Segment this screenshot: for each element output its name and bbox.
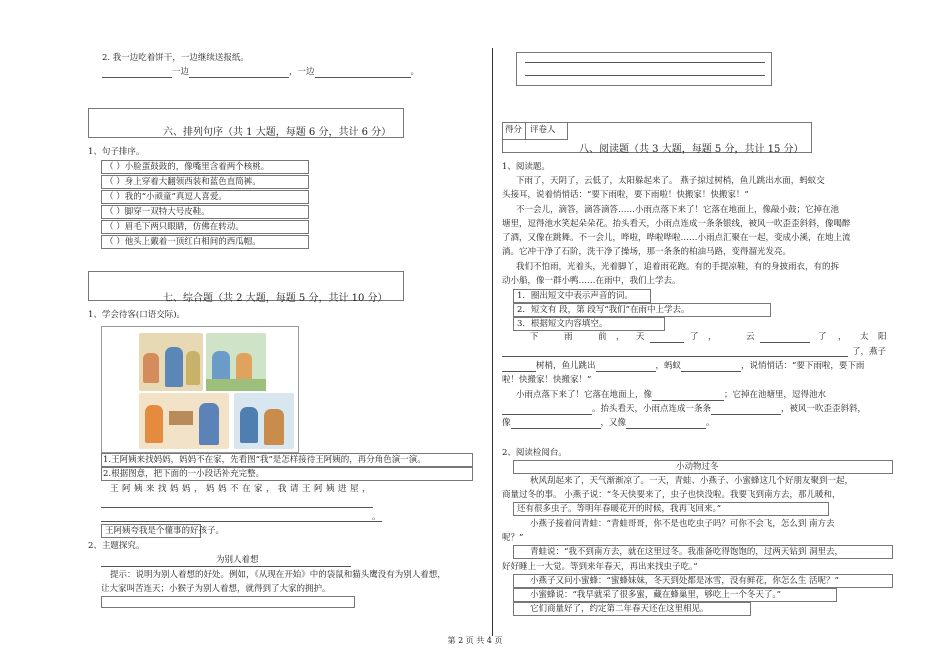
answer-blank[interactable] xyxy=(760,342,810,343)
answer-blank[interactable] xyxy=(502,362,536,372)
answer-blank[interactable] xyxy=(189,68,289,78)
paragraph-end: 。 xyxy=(372,512,381,522)
task-3: 3．根据短文内容填空。 xyxy=(513,317,665,331)
answer-blank[interactable] xyxy=(626,419,706,429)
story-row: 它们商量好了，约定第二年春天还在这里相见。 xyxy=(513,602,751,616)
section-7-question-2: 2、主题探究。 xyxy=(88,541,145,551)
answer-blank[interactable] xyxy=(511,419,601,429)
scene-2-image xyxy=(206,333,266,391)
passage-line: 动小船，像一群小鸭……在雨中，我们上学去。 xyxy=(502,276,681,286)
fill-row-2: 树梢，鱼儿跳出 ，蚂蚁 ，说悄悄话：“要下雨啦，要下雨 xyxy=(502,361,864,372)
story-line: 好好睡上一大觉。等到来年春天，再出来找虫子吃。” xyxy=(502,562,698,572)
section-6-header xyxy=(88,108,404,138)
task-2: 2．短文有 段，第 段写“我们”在雨中上学去。 xyxy=(513,303,771,317)
previous-answer-box[interactable] xyxy=(516,52,772,86)
ordering-list xyxy=(101,160,309,249)
story-title-row xyxy=(513,460,893,474)
divider-line xyxy=(525,62,765,63)
answer-blank[interactable] xyxy=(315,68,411,78)
question-2-fill: 一边 ，一边 。 xyxy=(102,67,419,78)
fill-row-6: 像 ，又像 。 xyxy=(502,418,715,428)
fill-row-4: 小雨点落下来了！它落在地面上，像 ；它掉在池塘里，逗得池水 xyxy=(516,390,827,400)
answer-blank[interactable] xyxy=(652,391,724,401)
ordering-item[interactable]: （ ）小脸蛋鼓鼓的，像嘴里含着两个核桃。 xyxy=(101,160,309,174)
answer-blank[interactable] xyxy=(681,362,741,372)
praise-line: 王阿姨夸我是个懂事的好孩子。 xyxy=(101,524,201,538)
story-row: 还有很多虫子。等明年春暖花开的时候，我再飞回来。” xyxy=(513,502,829,516)
question-2-line: 2. 我一边吃着饼干，一边继续送报纸。 xyxy=(102,53,249,63)
scene-4-image xyxy=(234,393,294,449)
story-row: 小蜜蜂说：“我早就采了很多蜜，藏在蜂巢里，够吃上一个冬天了。” xyxy=(513,588,837,602)
section-7-header xyxy=(88,271,404,304)
divider-line xyxy=(525,75,765,76)
topic-title: 为别人着想 xyxy=(216,555,259,565)
fill-row-1: 下 雨 前 ， 天 了 ， 云 了 ， 太 阳 xyxy=(530,332,887,342)
passage-line: 了酒，又像在跳舞。不一会儿，哗啦，哗啦哗啦……小雨点汇聚在一起，变成小溪，在地上流 xyxy=(502,233,851,243)
section-7-title: 七、综合题（共 2 大题，每题 5 分，共计 10 分） xyxy=(163,293,388,304)
story-row: 青蛙说：“我不到南方去，就在这里过冬。我准备吃得饱饱的，过两天钻到 洞里去， xyxy=(513,545,893,559)
illustration-frame xyxy=(101,326,299,453)
answer-blank[interactable] xyxy=(101,507,373,508)
section-6-title: 六、排列句序（共 1 大题，每题 6 分，共计 6 分） xyxy=(163,127,392,138)
answer-line-2: 2.根据图意，把下面的一小段话补充完整。 xyxy=(101,467,473,481)
answer-box[interactable] xyxy=(101,596,355,608)
answer-blank[interactable] xyxy=(650,342,684,343)
passage-line: 头接耳，说着悄悄话：“要下雨啦，要下雨啦！快搬家！快搬家！” xyxy=(502,190,749,200)
fill-row-1-end: 了，燕子 xyxy=(852,347,887,357)
answer-blank[interactable] xyxy=(101,521,382,522)
scene-1-image xyxy=(139,333,203,391)
ordering-item[interactable]: （ ）他头上戴着一顶红白相间的西瓜帽。 xyxy=(101,235,309,249)
section-8-question-1: 1、阅读题。 xyxy=(502,162,550,172)
scene-3-image xyxy=(139,393,229,449)
ordering-item[interactable]: （ ）我的“小顽童”真逗人喜爱。 xyxy=(101,190,309,204)
answer-blank[interactable] xyxy=(502,356,848,357)
answer-blank[interactable] xyxy=(711,405,781,415)
fill-row-3: 啦！快搬家！快搬家！” xyxy=(502,375,592,385)
hint-line-2: 让大家叫苦连天；小猴子为别人着想，就得到了大家的拥护。 xyxy=(101,584,331,594)
fill-paragraph: 王 阿 姨 来 找 妈 妈 ， 妈 妈 不 在 家 ， 我 请 王 阿 姨 进 屋 ， xyxy=(110,484,371,494)
story-line: 呢？” xyxy=(502,533,524,543)
story-line: 小燕子接着问青蛙：“青蛙哥哥，你不是也吃虫子吗？可你不会飞，怎么到 南方去 xyxy=(530,519,835,529)
divider-line xyxy=(101,566,351,567)
task-1: 1．圈出短文中表示声音的词。 xyxy=(513,289,651,303)
section-6-question: 1、句子排序。 xyxy=(88,147,145,157)
score-table xyxy=(503,123,568,140)
answer-blank[interactable] xyxy=(502,405,592,415)
column-divider xyxy=(492,48,493,636)
ordering-item[interactable]: （ ）脚穿一双特大号皮鞋。 xyxy=(101,205,309,219)
ordering-item[interactable]: （ ）眉毛下两只眼睛，仿佛在转动。 xyxy=(101,220,309,234)
story-row: 小燕子又问小蜜蜂：“蜜蜂妹妹，冬天到处都是冰雪，没有鲜花，你怎么生 活呢？” xyxy=(513,574,893,588)
fill-row-5: 。抬头看天，小雨点连成一条条 ，被风一吹歪歪斜斜， xyxy=(502,404,866,415)
section-8-header xyxy=(502,122,812,153)
passage-line: 下雨了，天阴了，云低了，太阳躲起来了。 燕子掠过树梢，鱼儿跳出水面，蚂蚁交 xyxy=(516,176,825,186)
answer-line-1: 1.王阿姨来找妈妈，妈妈不在家，先看图“我”是怎样接待王阿姨的，再分角色演一演。 xyxy=(101,453,473,467)
section-7-question-1: 1、学会待客(口语交际)。 xyxy=(88,310,186,320)
section-8-question-2: 2、阅读检阅台。 xyxy=(502,448,567,458)
hint-line-1: 提示：说明为别人着想的好处。例如，《从现在开始》中的袋鼠和猫头鹰没有为别人着想， xyxy=(110,570,446,580)
section-8-title: 八、阅读题（共 3 大题，每题 5 分，共计 15 分） xyxy=(579,144,804,155)
story-line: 商量过冬的事。 小燕子说：“冬天快要来了，虫子也快没啦。我要飞到南方去，那儿暖和， xyxy=(502,490,841,500)
answer-blank[interactable] xyxy=(596,362,656,372)
ordering-item[interactable]: （ ）身上穿着大翻领西装和蓝色直筒裤。 xyxy=(101,175,309,189)
score-label: 得分 xyxy=(505,125,523,135)
passage-line: 塘里，逗得池水笑起朵朵花。抬头看天，小雨点连成一条条银线，被风一吹歪歪斜斜，像喝醉 xyxy=(502,219,851,229)
grader-label: 评卷人 xyxy=(530,125,556,135)
passage-line: 我们不怕雨，光着头，光着脚丫，追着雨花跑。有的手提凉鞋，有的身披雨衣，有的拆 xyxy=(516,262,840,272)
page-footer: 第 2 页 共 4 页 xyxy=(447,636,503,645)
passage-line: 不一会儿，滴答，滴答滴答……小雨点落下来了！它落在地面上，像敲小鼓；它掉在池 xyxy=(516,205,840,215)
story-line: 秋风刮起来了，天气渐渐凉了。一天，青蛙、小燕子、小蜜蜂这几个好朋友聚到一起， xyxy=(530,476,854,486)
story-title: 小动物过冬 xyxy=(676,462,719,472)
answer-blank[interactable] xyxy=(102,68,172,78)
passage-line: 淌。它冲干净了石阶，洗干净了操场，那一条条的柏油马路，变得溜光发亮。 xyxy=(502,247,792,257)
